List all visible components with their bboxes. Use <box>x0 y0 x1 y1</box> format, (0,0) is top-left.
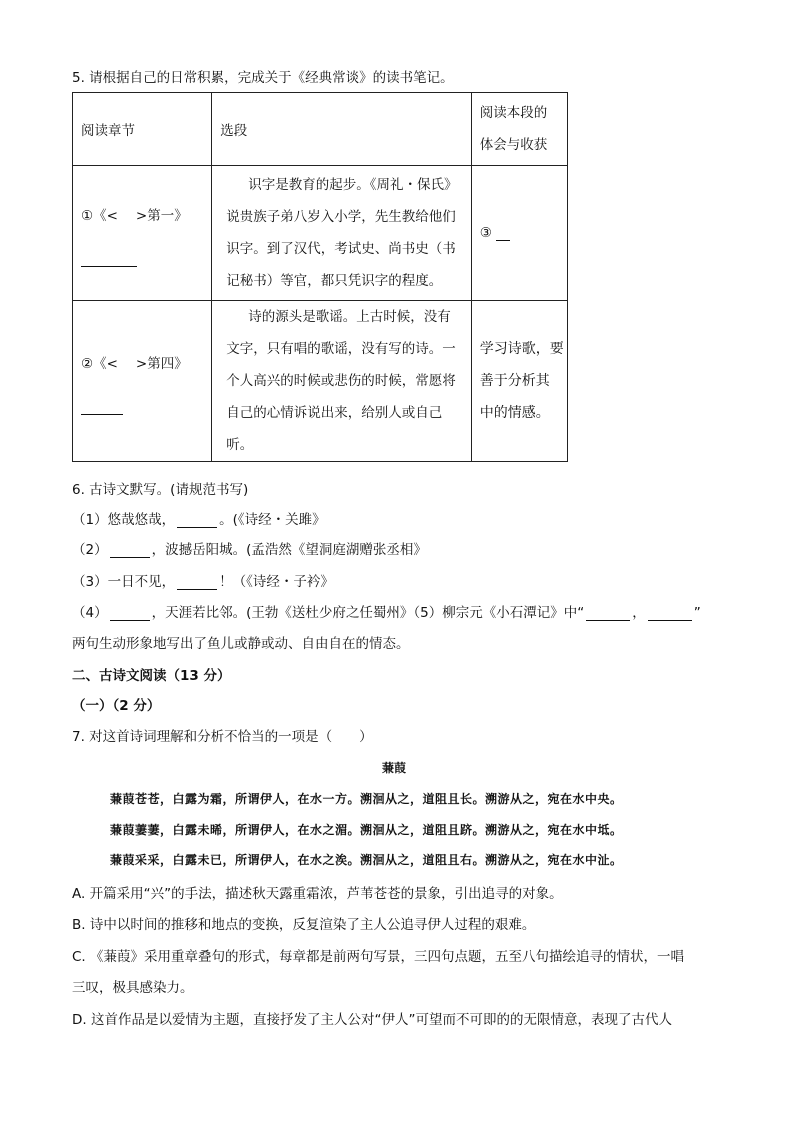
row1-chapter-suffix: >第一》 <box>135 208 188 224</box>
reflection-line3: 中的情感。 <box>479 405 550 421</box>
excerpt1-line3: 识字。到了汉代，考试史、尚书史（书 <box>226 241 456 257</box>
q6-item2-text-b: ，波撼岳阳城。(孟浩然《望洞庭湖赠张丞相》 <box>151 542 427 558</box>
row2-chapter-prefix: ②《< <box>81 356 118 372</box>
excerpt2-line3: 个人高兴的时候或悲伤的时候，常愿将 <box>226 373 456 389</box>
reflection-line1: 学习诗歌，要 <box>479 341 564 357</box>
q6-item4-blank[interactable] <box>110 608 150 621</box>
q6-item-4 <box>72 601 701 621</box>
excerpt1-line1: 识字是教育的起步。《周礼・保氏》 <box>248 177 458 193</box>
q6-item-2 <box>72 538 427 558</box>
excerpt2-line1: 诗的源头是歌谣。上古时候，没有 <box>248 309 451 325</box>
row1-chapter-prefix: ①《< <box>81 208 118 224</box>
option-b[interactable]: B. 诗中以时间的推移和地点的变换，反复渲染了主人公追寻伊人过程的艰难。 <box>72 917 536 933</box>
poem-line-3: 蒹葭采采，白露未已，所谓伊人，在水之涘。溯洄从之，道阻且右。溯游从之，宛在水中沚。 <box>110 853 623 867</box>
row2-excerpt <box>212 301 472 462</box>
q6-item4-text-b: ，天涯若比邻。(王勃《送杜少府之任蜀州》（5）柳宗元《小石潭记》中“ <box>151 605 585 621</box>
option-c[interactable]: C. 《蒹葭》采用重章叠句的形式，每章都是前两句写景，三四句点题，五至八句描绘追寻的情状，一唱 <box>72 949 685 965</box>
q6-item3-text-b: ！（《诗经・子衿》 <box>219 574 334 590</box>
q6-item2-blank[interactable] <box>110 545 150 558</box>
row2-chapter-cell <box>73 301 212 462</box>
q6-item-5-line2: 两句生动形象地写出了鱼儿或静或动、自由自在的情态。 <box>72 636 410 652</box>
row1-chapter-blank[interactable] <box>81 252 137 267</box>
answer-3-blank[interactable] <box>496 228 510 241</box>
q6-item-3 <box>72 570 334 590</box>
table-row <box>73 301 568 462</box>
section-2-heading: 二、古诗文阅读（13 分） <box>72 668 231 684</box>
option-a[interactable]: A. 开篇采用“兴”的手法，描述秋天露重霜浓，芦苇苍苍的景象，引出追寻的对象。 <box>72 886 563 902</box>
answer-3-mark: ③ <box>479 225 492 241</box>
row2-chapter-blank[interactable] <box>81 400 123 415</box>
q6-item1-text-b: 。(《诗经・关雎》 <box>219 512 326 528</box>
question-7-prompt: 7. 对这首诗词理解和分析不恰当的一项是（ ） <box>72 729 373 745</box>
table-row <box>73 166 568 301</box>
header-chapter: 阅读章节 <box>73 93 212 166</box>
header-reflection-line1: 阅读本段的 <box>479 105 548 121</box>
row1-excerpt <box>212 166 472 301</box>
reflection-line2: 善于分析其 <box>479 373 550 389</box>
row1-reflection-cell <box>471 166 567 301</box>
row2-reflection-cell <box>471 301 567 462</box>
q6-item4-text-c: ， <box>632 605 646 621</box>
option-d[interactable]: D. 这首作品是以爱情为主题，直接抒发了主人公对“伊人”可望而不可即的的无限情意，表现了古代人 <box>72 1012 672 1028</box>
row2-chapter-suffix: >第四》 <box>135 356 188 372</box>
q6-item5-blank-b[interactable] <box>648 608 692 621</box>
excerpt1-line2: 说贵族子弟八岁入小学，先生教给他们 <box>226 209 456 225</box>
q6-item1-blank[interactable] <box>177 515 217 528</box>
excerpt2-line4: 自己的心情诉说出来，给别人或自己听。 <box>226 405 443 453</box>
q6-item5-blank-a[interactable] <box>586 608 630 621</box>
table-header-row <box>73 93 568 166</box>
header-reflection <box>471 93 567 166</box>
poem-line-2: 蒹葭萋萋，白露未晞，所谓伊人，在水之湄。溯洄从之，道阻且跻。溯游从之，宛在水中坻。 <box>110 823 623 837</box>
q6-item3-text-a: （3）一日不见， <box>72 574 176 590</box>
row1-chapter-cell <box>73 166 212 301</box>
header-excerpt: 选段 <box>212 93 472 166</box>
excerpt1-line4: 记秘书）等官，都只凭识字的程度。 <box>226 273 443 289</box>
q6-item4-text-d: ” <box>693 605 701 621</box>
header-reflection-line2: 体会与收获 <box>479 137 548 153</box>
question-6-prompt: 6. 古诗文默写。(请规范书写) <box>72 482 249 498</box>
q6-item-1 <box>72 508 326 528</box>
q6-item1-text-a: （1）悠哉悠哉， <box>72 512 176 528</box>
poem-line-1: 蒹葭苍苍，白露为霜，所谓伊人，在水一方。溯洄从之，道阻且长。溯游从之，宛在水中央。 <box>110 792 623 806</box>
reading-notes-table <box>72 92 568 462</box>
poem-title: 蒹葭 <box>382 761 407 775</box>
q6-item2-text-a: （2） <box>72 542 108 558</box>
section-2-subheading: （一）（2 分） <box>72 698 161 714</box>
option-c-continued: 三叹，极具感染力。 <box>72 980 194 996</box>
question-5-prompt: 5. 请根据自己的日常积累，完成关于《经典常谈》的读书笔记。 <box>72 70 454 86</box>
q6-item4-text-a: （4） <box>72 605 108 621</box>
q6-item3-blank[interactable] <box>177 577 217 590</box>
excerpt2-line2: 文字，只有唱的歌谣，没有写的诗。一 <box>226 341 456 357</box>
